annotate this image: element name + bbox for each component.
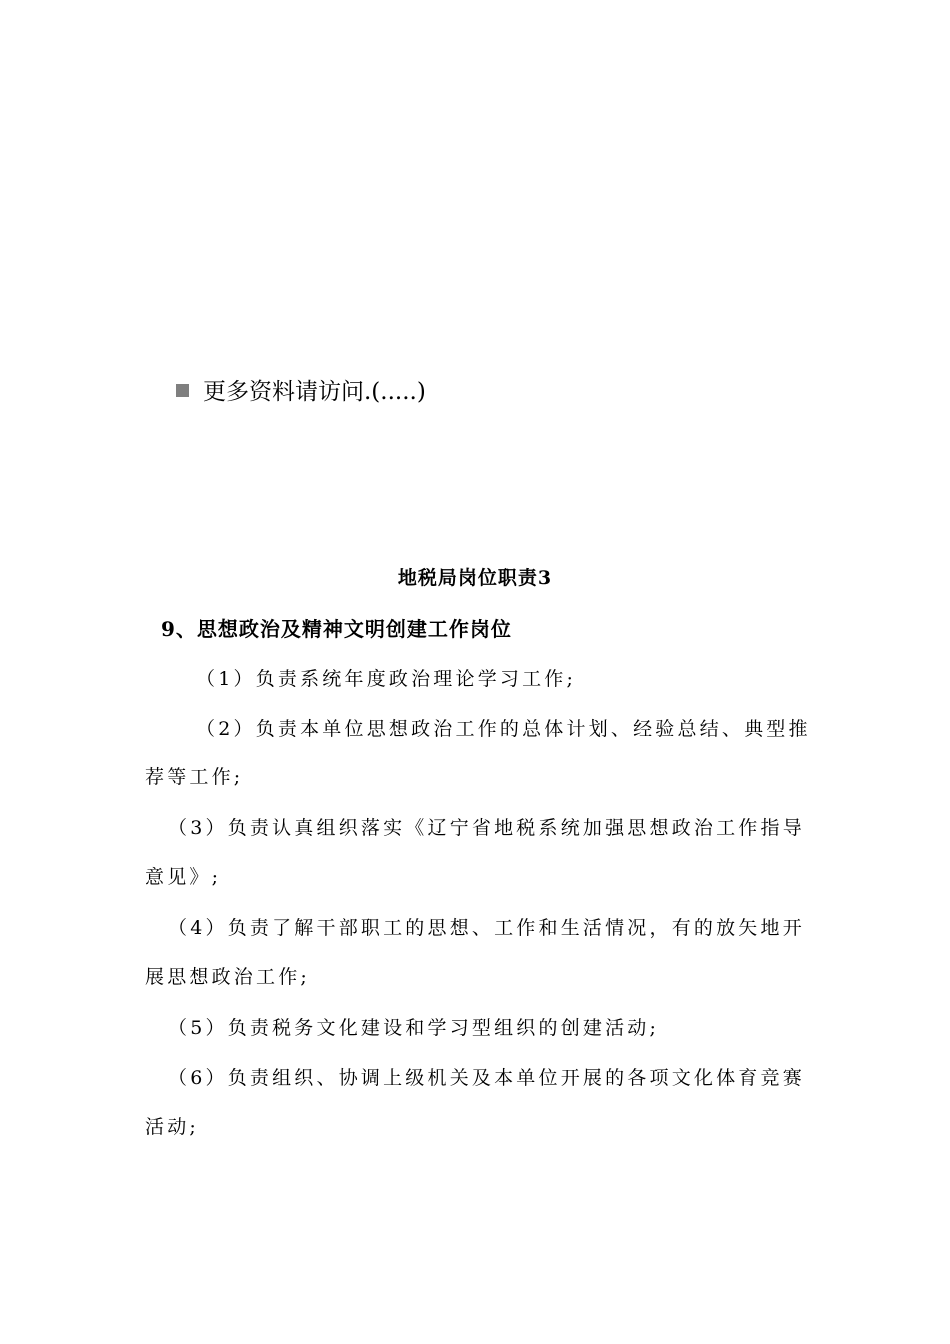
list-item-3-line-1: （3）负责认真组织落实《辽宁省地税系统加强思想政治工作指导 bbox=[168, 817, 805, 839]
list-item-2-line-1: （2）负责本单位思想政治工作的总体计划、经验总结、典型推 bbox=[196, 718, 811, 740]
list-item-3-line-2: 意见》; bbox=[145, 866, 222, 888]
list-item-5-line-1: （5）负责税务文化建设和学习型组织的创建活动; bbox=[168, 1017, 660, 1039]
square-bullet-icon bbox=[176, 384, 189, 397]
link-notice[interactable] bbox=[176, 372, 426, 406]
list-item-1-line-1: （1）负责系统年度政治理论学习工作; bbox=[196, 668, 577, 690]
list-item-6-line-2: 活动; bbox=[145, 1116, 200, 1138]
list-item-2-line-2: 荐等工作; bbox=[145, 766, 244, 788]
document-title: 地税局岗位职责3 bbox=[397, 567, 553, 589]
link-notice-text[interactable]: 更多资料请访问.(.....) bbox=[203, 378, 426, 405]
section-heading: 9、思想政治及精神文明创建工作岗位 bbox=[161, 617, 512, 641]
list-item-4-line-1: （4）负责了解干部职工的思想、工作和生活情况，有的放矢地开 bbox=[168, 917, 805, 939]
list-item-6-line-1: （6）负责组织、协调上级机关及本单位开展的各项文化体育竞赛 bbox=[168, 1067, 805, 1089]
list-item-4-line-2: 展思想政治工作; bbox=[145, 966, 311, 988]
